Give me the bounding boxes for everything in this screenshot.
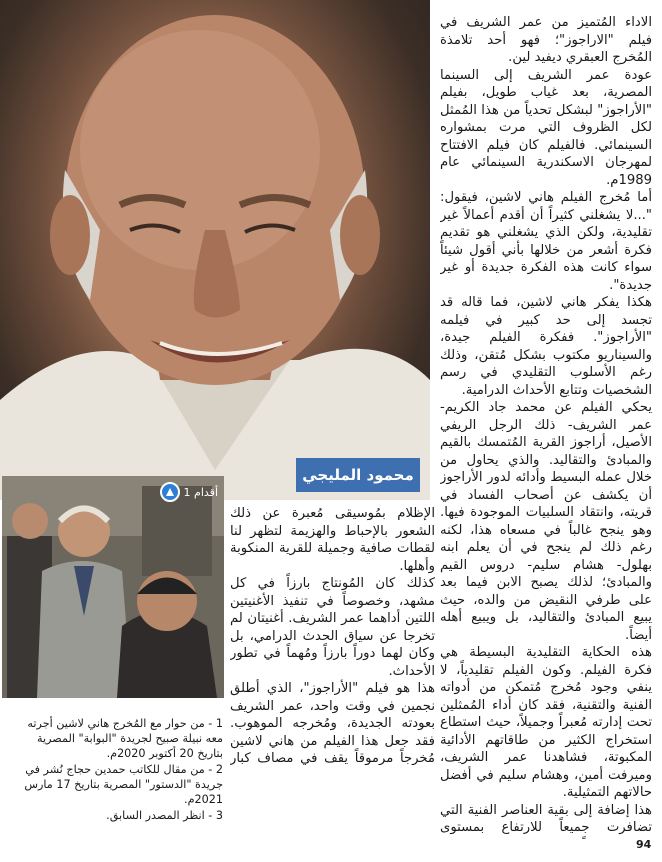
paragraph: هذه الحكاية التقليدية البسيطة هي فكرة الفيلم. وكون الفيلم تقليدياً، لا ينفي وجود مُخرج مُتمكن من أدواته الفنية والتقنية، فقد كان أداء المُمثلين تحت إدارته مُعبراً وجميلاً، حيث استطاع استخراج الكثير من طاقاتهم الأدائية المكبوتة، فشاهدنا عمر الشريف، وميرفت أمين، وهشام سليم في أفضل حالاتهم التمثيلية.	[440, 645, 652, 800]
page-number: 94	[636, 838, 652, 851]
paragraph: كذلك كان المُونتاج بارزاً في كل مشهد، وخصوصاً في تنفيذ الأغنيتين اللتين أداهما عمر الشريف. أغنيتان لم تخرجا عن سياق الحدث الدرامي، بل وكان لهما دوراً بارزاً ومُهماً في تطور الأحداث.	[230, 576, 435, 679]
article-column-right	[440, 14, 652, 839]
paragraph: هذا إضافة إلى بقية العناصر الفنية التي تضافرت جميعاً للارتفاع بمستوى	[440, 802, 652, 835]
footnote: 3 - انظر المصدر السابق.	[106, 809, 223, 822]
paragraph: هكذا يفكر هاني لاشين، فما قاله قد تجسد إلى حد كبير في فيلمه "الأراجوز". ففكرة الفيلم جيدة، والسيناريو مكتوب بشكل مُتقن، وذلك رغم الأسلوب التقليدي في رسم الشخصيات وتتابع الأحداث الدرامية.	[440, 295, 652, 398]
article-column-middle	[230, 505, 435, 765]
paragraph: الاداء المُتميز من عمر الشريف في فيلم "الاراجوز"؛ فهو أحد تلامذة المُخرج العبقري ديفيد لين.	[440, 15, 652, 65]
footnotes	[8, 716, 223, 824]
paragraph: يحكي الفيلم عن محمد جاد الكريم- عمر الشريف- ذلك الرجل الريفي الأصيل، أراجوز القرية المُتمسك بالقيم والمبادئ والتقاليد. والذي يحاول من خلال عمله البسيط وأدائه لدور الأراجوز أن يكشف عن أصحاب الفساد في قريته، وانتقاد السلبيات الموجودة فيها. وهو ينجح غالباً في مسعاه هذا، لكنه رغم ذلك لم ينجح في أن يعلم ابنه بهلول- هشام سليم- دروس القيم والمبادئ؛ لذلك يصبح الابن فيما بعد على طرفي النقيض من والده، حيث يبيع المبادئ والتقاليد، بل ويبيع أهله أيضاً.	[440, 400, 652, 643]
portrait-illustration	[0, 0, 430, 500]
footnote: 2 - من مقال للكاتب حمدين حجاج نُشر في جريدة "الدستور" المصرية بتاريخ 17 مارس 2021م.	[24, 763, 223, 806]
channel-badge-label: أقدام 1	[183, 485, 218, 499]
footnote: 1 - من حوار مع المُخرج هاني لاشين أجرته معه نبيلة صبيح لجريدة "البوابة" المصرية بتاريخ 20 أكتوبر 2020م.	[27, 717, 223, 760]
portrait-photo	[0, 0, 430, 500]
film-still-illustration	[2, 476, 224, 698]
film-still-photo	[2, 476, 224, 698]
channel-logo-icon	[160, 482, 180, 502]
photo-caption: محمود المليجي	[296, 458, 420, 492]
paragraph: الإظلام بمُوسيقى مُعبرة عن ذلك الشعور بالإحباط والهزيمة لتظهر لنا لقطات صافية وجميلة للقرية المنكوبة وأهلها.	[230, 506, 435, 574]
channel-badge	[160, 482, 218, 502]
paragraph: عودة عمر الشريف إلى السينما المصرية، بعد غياب طويل، بفيلم "الأراجوز" لبشكل تحدياً من هذا المُمثل لكل الظروف التي مرت بمشواره السينمائي. فالفيلم كان فيلم الافتتاح لمهرجان الاسكندرية السينمائي عام 1989م.	[440, 67, 652, 188]
paragraph: أما مُخرج الفيلم هاني لاشين، فيقول: "...لا يشغلني كثيراً أن أقدم أعمالاً غير تقليدية، ولكن الذي يشغلني هو تقديم فكرة أشعر من خلالها بأني أقول شيئاً سواء كانت هذه الفكرة جديدة أو غير جديدة".	[440, 190, 652, 293]
paragraph: هذا هو فيلم "الأراجوز"، الذي أطلق نجمين في وقت واحد، عمر الشريف بعودته الجديدة، ومُخرجه الموهوب. فقد جعل هذا الفيلم من هاني لاشين مُخرجاً مرموقاً يقف في مصاف كبار	[230, 681, 435, 765]
